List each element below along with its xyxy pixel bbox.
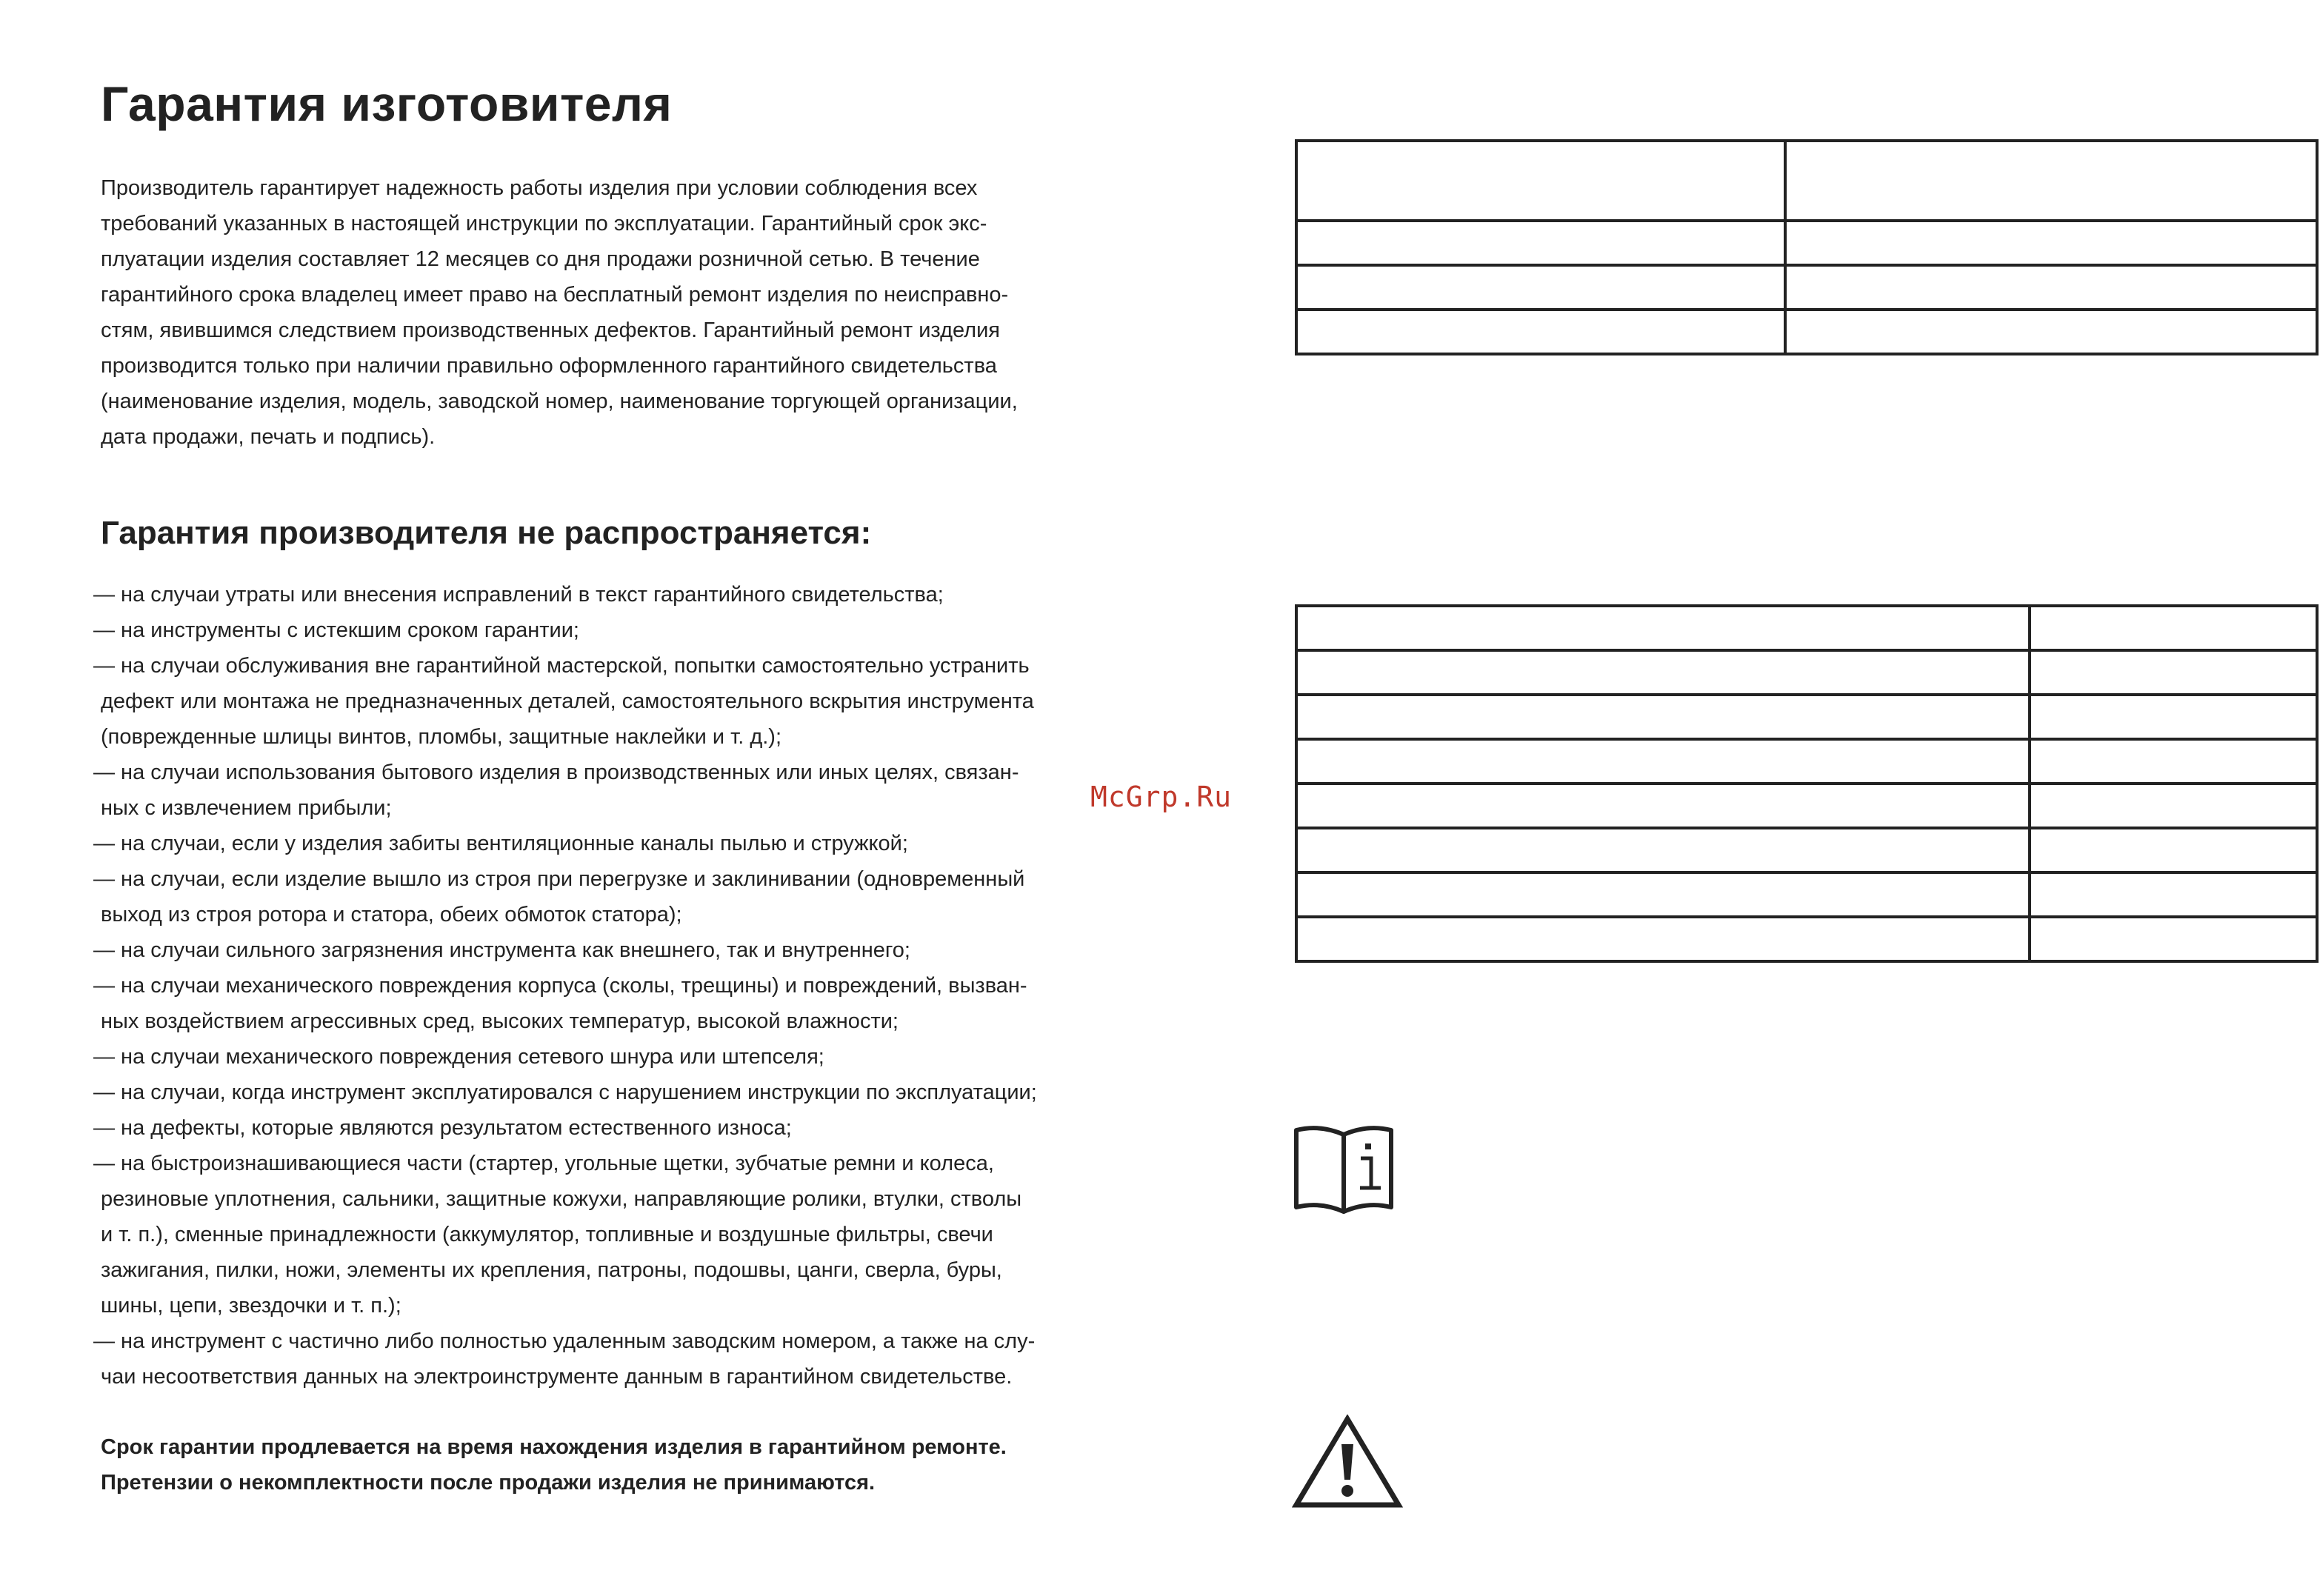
warranty-notes <box>101 1429 1138 1500</box>
list-item: — на инструменты с истекшим сроком гарантии; <box>93 618 579 642</box>
intro-line: дата продажи, печать и подпись). <box>101 425 436 449</box>
table-cell <box>1785 265 2317 310</box>
list-item: — на случаи обслуживания вне гарантийной мастерской, попытки самостоятельно устранить <box>93 654 1030 678</box>
list-item-continuation: зажигания, пилки, ножи, элементы их крепления, патроны, подошвы, цанги, сверла, буры, <box>101 1258 1002 1282</box>
specifications-table <box>1295 604 2319 963</box>
list-item: — на быстроизнашивающиеся части (стартер, угольные щетки, зубчатые ремни и колеса, <box>93 1152 994 1175</box>
list-item: — на инструмент с частично либо полностью удаленным заводским номером, а также на слу- <box>93 1329 1036 1353</box>
table-cell <box>2030 784 2317 828</box>
table-cell <box>2030 650 2317 695</box>
watermark: McGrp.Ru <box>1090 781 1233 813</box>
intro-line: производится только при наличии правильно оформленного гарантийного свидетельства <box>101 354 997 378</box>
table-row <box>1296 917 2317 961</box>
table-row <box>1296 141 2317 221</box>
list-item: — на случаи сильного загрязнения инструмента как внешнего, так и внутреннего; <box>93 938 910 962</box>
list-item-continuation: ных с извлечением прибыли; <box>101 796 392 820</box>
table-cell <box>1296 917 2030 961</box>
table-row <box>1296 695 2317 739</box>
table-cell <box>1296 739 2030 784</box>
intro-line: требований указанных в настоящей инструкции по эксплуатации. Гарантийный срок экс- <box>101 212 987 236</box>
intro-line: стям, явившимся следствием производственных дефектов. Гарантийный ремонт изделия <box>101 318 1001 342</box>
list-item-continuation: резиновые уплотнения, сальники, защитные кожухи, направляющие ролики, втулки, стволы <box>101 1187 1022 1211</box>
table-cell <box>1296 221 1785 265</box>
warning-triangle-icon <box>1292 1415 1403 1513</box>
table-row <box>1296 784 2317 828</box>
list-item: — на случаи, когда инструмент эксплуатировался с нарушением инструкции по эксплуатации; <box>93 1081 1037 1104</box>
list-item: — на случаи, если у изделия забиты вентиляционные каналы пылью и стружкой; <box>93 832 908 855</box>
exclusions-list <box>93 577 1145 1395</box>
list-item: — на случаи утраты или внесения исправлений в текст гарантийного свидетельства; <box>93 583 944 607</box>
list-item: — на случаи механического повреждения сетевого шнура или штепселя; <box>93 1045 824 1069</box>
table-cell <box>1296 650 2030 695</box>
table-row <box>1296 739 2317 784</box>
table-cell <box>1785 141 2317 221</box>
list-item-continuation: и т. п.), сменные принадлежности (аккумулятор, топливные и воздушные фильтры, свечи <box>101 1223 993 1246</box>
intro-line: плуатации изделия составляет 12 месяцев со дня продажи розничной сетью. В течение <box>101 247 980 271</box>
list-item-continuation: дефект или монтажа не предназначенных деталей, самостоятельного вскрытия инструмента <box>101 690 1034 713</box>
table-row <box>1296 828 2317 872</box>
table-cell <box>1296 606 2030 650</box>
table-cell <box>2030 606 2317 650</box>
table-cell <box>2030 872 2317 917</box>
list-item: — на случаи использования бытового изделия в производственных или иных целях, связан- <box>93 761 1019 784</box>
note-completeness: Претензии о некомплектности после продажи изделия не принимаются. <box>101 1471 876 1495</box>
table-cell <box>1296 695 2030 739</box>
table-cell <box>2030 739 2317 784</box>
list-item-continuation: чаи несоответствия данных на электроинструменте данным в гарантийном свидетельстве. <box>101 1365 1013 1389</box>
manual-info-icon <box>1292 1124 1399 1220</box>
table-row <box>1296 872 2317 917</box>
table-row <box>1296 310 2317 354</box>
intro-line: (наименование изделия, модель, заводской номер, наименование торгующей организации, <box>101 390 1018 413</box>
list-item-continuation: шины, цепи, звездочки и т. п.); <box>101 1294 401 1318</box>
exclusions-heading: Гарантия производителя не распространяется: <box>101 515 872 551</box>
table-cell <box>1785 310 2317 354</box>
table-cell <box>1296 310 1785 354</box>
page-title: Гарантия изготовителя <box>101 76 673 131</box>
table-row <box>1296 221 2317 265</box>
intro-line: Производитель гарантирует надежность работы изделия при условии соблюдения всех <box>101 176 978 200</box>
intro-line: гарантийного срока владелец имеет право на бесплатный ремонт изделия по неисправно- <box>101 283 1009 307</box>
table-cell <box>1296 828 2030 872</box>
list-item-continuation: ных воздействием агрессивных сред, высоких температур, высокой влажности; <box>101 1009 899 1033</box>
intro-paragraph <box>101 170 1138 455</box>
list-item: — на случаи, если изделие вышло из строя при перегрузке и заклинивании (одновременный <box>93 867 1025 891</box>
table-row <box>1296 265 2317 310</box>
warranty-info-table <box>1295 139 2319 355</box>
table-cell <box>1296 141 1785 221</box>
table-cell <box>1785 221 2317 265</box>
list-item-continuation: (поврежденные шлицы винтов, пломбы, защитные наклейки и т. д.); <box>101 725 782 749</box>
table-cell <box>2030 917 2317 961</box>
list-item: — на дефекты, которые являются результатом естественного износа; <box>93 1116 792 1140</box>
table-row <box>1296 650 2317 695</box>
list-item: — на случаи механического повреждения корпуса (сколы, трещины) и повреждений, вызван- <box>93 974 1027 998</box>
table-cell <box>2030 695 2317 739</box>
table-cell <box>1296 872 2030 917</box>
table-cell <box>1296 265 1785 310</box>
note-extension: Срок гарантии продлевается на время нахождения изделия в гарантийном ремонте. <box>101 1435 1007 1459</box>
table-cell <box>2030 828 2317 872</box>
table-row <box>1296 606 2317 650</box>
list-item-continuation: выход из строя ротора и статора, обеих обмоток статора); <box>101 903 682 926</box>
table-cell <box>1296 784 2030 828</box>
